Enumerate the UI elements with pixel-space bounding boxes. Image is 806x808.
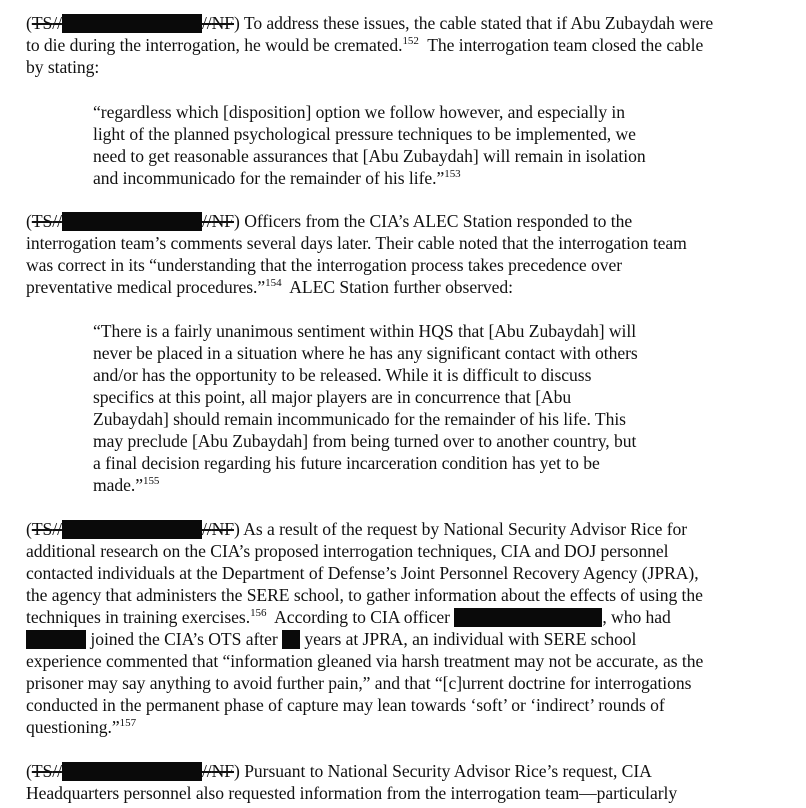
paragraph-2-line-3 <box>26 254 622 276</box>
text-run: need to get reasonable assurances that [Abu Zubaydah] will remain in isolation <box>93 146 646 166</box>
text-run: and/or has the opportunity to be released. While it is difficult to discuss <box>93 365 592 385</box>
redaction-block <box>26 630 86 649</box>
quote-2-line-4 <box>93 386 571 408</box>
paragraph-3-line-1 <box>26 518 687 540</box>
text-run: additional research on the CIA’s proposed interrogation techniques, CIA and DOJ personnel <box>26 541 669 561</box>
paragraph-2-line-2 <box>26 232 687 254</box>
text-run: never be placed in a situation where he has any significant contact with others <box>93 343 638 363</box>
text-run: to die during the interrogation, he would be cremated. <box>26 35 403 55</box>
text-run: was correct in its “understanding that the interrogation process takes precedence over <box>26 255 623 275</box>
text-run: contacted individuals at the Department of Defense’s Joint Personnel Recovery Agency (JPRA), <box>26 563 699 583</box>
text-run: “There is a fairly unanimous sentiment within HQS that [Abu Zubaydah] will <box>93 321 637 341</box>
paragraph-3-line-2 <box>26 540 668 562</box>
text-run: “regardless which [disposition] option we follow however, and especially in <box>93 102 626 122</box>
paragraph-1-line-3 <box>26 56 99 78</box>
paragraph-3-line-8 <box>26 672 691 694</box>
text-run: and incommunicado for the remainder of his life.” <box>93 168 445 188</box>
text-run: The interrogation team closed the cable <box>427 35 704 55</box>
text-run: experience commented that “information gleaned via harsh treatment may not be accurate, as the <box>26 651 704 671</box>
classification-marking: (TS// //NF) <box>26 211 240 231</box>
quote-2-line-7 <box>93 452 600 474</box>
text-run: years at JPRA, an individual with SERE school <box>304 629 637 649</box>
paragraph-3-line-7 <box>26 650 703 672</box>
paragraph-2-line-1 <box>26 210 632 232</box>
text-run: ALEC Station further observed: <box>289 277 514 297</box>
redaction-block <box>282 630 300 649</box>
paragraph-3-line-10 <box>26 716 136 738</box>
redaction-block <box>62 14 202 33</box>
text-run: According to CIA officer <box>274 607 450 627</box>
paragraph-3-line-3 <box>26 562 699 584</box>
paragraph-3-line-4 <box>26 584 703 606</box>
text-run: Headquarters personnel also requested information from the interrogation team—particularly <box>26 783 678 803</box>
redaction-block <box>62 212 202 231</box>
text-run: As a result of the request by National Security Advisor Rice for <box>243 519 688 539</box>
quote-2-line-1 <box>93 320 636 342</box>
paragraph-3-line-9 <box>26 694 665 716</box>
quote-1-line-3 <box>93 145 646 167</box>
paragraph-1-line-2 <box>26 34 703 56</box>
footnote-ref: 154 <box>265 277 282 289</box>
text-run: prisoner may say anything to avoid further pain,” and that “[c]urrent doctrine for interrogations <box>26 673 692 693</box>
text-run: conducted in the permanent phase of capture may lean towards ‘soft’ or ‘indirect’ rounds of <box>26 695 665 715</box>
paragraph-1-line-1 <box>26 12 713 34</box>
paragraph-3-line-6 <box>26 628 636 650</box>
text-run: preventative medical procedures.” <box>26 277 266 297</box>
text-run: questioning.” <box>26 717 120 737</box>
quote-2-line-5 <box>93 408 626 430</box>
quote-1-line-2 <box>93 123 636 145</box>
classification-marking: (TS// //NF) <box>26 761 240 781</box>
classification-marking: (TS// //NF) <box>26 519 240 539</box>
text-run: joined the CIA’s OTS after <box>90 629 278 649</box>
footnote-ref: 155 <box>143 475 160 487</box>
classification-marking: (TS// //NF) <box>26 13 240 33</box>
paragraph-4-line-1 <box>26 760 652 782</box>
text-run: a final decision regarding his future incarceration condition has yet to be <box>93 453 600 473</box>
footnote-ref: 152 <box>402 35 419 47</box>
footnote-ref: 157 <box>119 717 137 729</box>
text-run: made.” <box>93 475 144 495</box>
quote-2-line-2 <box>93 342 638 364</box>
redaction-block <box>454 608 602 627</box>
quote-2-line-8 <box>93 474 159 496</box>
text-run: interrogation team’s comments several days later. Their cable noted that the interrogation team <box>26 233 687 253</box>
footnote-ref: 153 <box>444 168 461 180</box>
paragraph-3-line-5 <box>26 606 671 628</box>
text-run: specifics at this point, all major players are in concurrence that [Abu <box>93 387 572 407</box>
paragraph-2-line-4 <box>26 276 513 298</box>
quote-2-line-3 <box>93 364 591 386</box>
footnote-ref: 156 <box>250 607 267 619</box>
quote-2-line-6 <box>93 430 636 452</box>
text-run: , who had <box>602 607 671 627</box>
quote-1-line-1 <box>93 101 625 123</box>
text-run: Zubaydah] should remain incommunicado for the remainder of his life. This <box>93 409 626 429</box>
redaction-block <box>62 520 202 539</box>
redaction-block <box>62 762 202 781</box>
text-run: Pursuant to National Security Advisor Rice’s request, CIA <box>244 761 652 781</box>
text-run: techniques in training exercises. <box>26 607 251 627</box>
text-run: by stating: <box>26 57 100 77</box>
paragraph-4-line-2 <box>26 782 677 804</box>
text-run: the agency that administers the SERE school, to gather information about the effects of using the <box>26 585 703 605</box>
text-run: light of the planned psychological pressure techniques to be implemented, we <box>93 124 636 144</box>
text-run: To address these issues, the cable stated that if Abu Zubaydah were <box>243 13 714 33</box>
text-run: Officers from the CIA’s ALEC Station responded to the <box>244 211 633 231</box>
quote-1-line-4 <box>93 167 461 189</box>
text-run: may preclude [Abu Zubaydah] from being turned over to another country, but <box>93 431 637 451</box>
